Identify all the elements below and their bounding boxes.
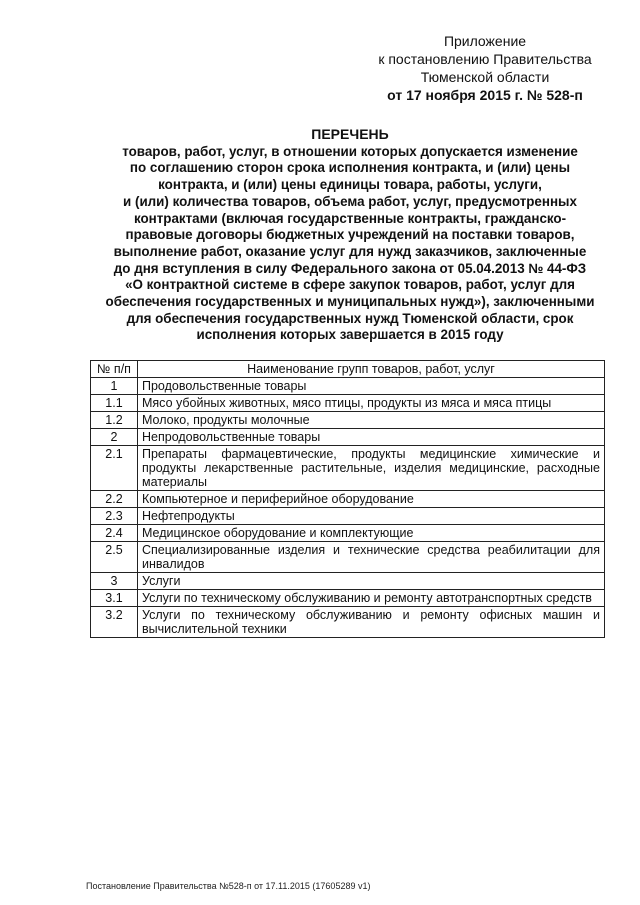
row-number: 3.1 <box>91 590 138 607</box>
table-row <box>91 525 605 542</box>
row-number: 2.4 <box>91 525 138 542</box>
title-line: «О контрактной системе в сфере закупок товаров, работ, услуг для <box>125 277 575 293</box>
row-number: 1.2 <box>91 412 138 429</box>
title-line: контрактами (включая государственные контракты, гражданско- <box>133 210 567 226</box>
table-row <box>91 607 605 638</box>
table-row <box>91 378 605 395</box>
header-group-name: Наименование групп товаров, работ, услуг <box>138 361 605 378</box>
table-row <box>91 429 605 446</box>
table-header-row <box>91 361 605 378</box>
row-number: 2.3 <box>91 508 138 525</box>
table-row <box>91 508 605 525</box>
row-name: Услуги по техническому обслуживанию и ремонту офисных машин и вычислительной техники <box>138 607 605 638</box>
row-name: Продовольственные товары <box>138 378 605 395</box>
goods-groups-table <box>90 360 605 638</box>
title-line: исполнения которых завершается в 2015 году <box>196 327 504 343</box>
appendix-resolution: к постановлению Правительства <box>378 51 592 67</box>
appendix-label: Приложение <box>443 33 527 49</box>
row-name: Медицинское оборудование и комплектующие <box>138 525 605 542</box>
row-number: 2 <box>91 429 138 446</box>
table-row <box>91 395 605 412</box>
document-title <box>100 126 600 344</box>
title-line: контракта, и (или) цены единицы товара, работы, услуги, <box>158 177 542 193</box>
row-name: Услуги по техническому обслуживанию и ремонту автотранспортных средств <box>138 590 605 607</box>
row-number: 3 <box>91 573 138 590</box>
row-number: 2.2 <box>91 491 138 508</box>
row-name: Молоко, продукты молочные <box>138 412 605 429</box>
row-name: Мясо убойных животных, мясо птицы, продукты из мяса и мяса птицы <box>138 395 605 412</box>
title-heading: ПЕРЕЧЕНЬ <box>311 126 389 142</box>
table-row <box>91 412 605 429</box>
row-number: 2.1 <box>91 446 138 491</box>
table-row <box>91 573 605 590</box>
title-line: товаров, работ, услуг, в отношении которых допускается изменение <box>122 143 578 159</box>
title-line: и (или) количества товаров, объема работ, услуг, предусмотренных <box>123 193 577 209</box>
title-line: правовые договоры бюджетных учреждений на поставки товаров, <box>125 227 575 243</box>
row-name: Специализированные изделия и технические средства реабилитации для инвалидов <box>138 542 605 573</box>
table-row <box>91 491 605 508</box>
title-line: по соглашению сторон срока исполнения контракта, и (или) цены <box>129 160 571 176</box>
document-footer: Постановление Правительства №528-п от 17.11.2015 (17605289 v1) <box>86 881 371 891</box>
row-name: Услуги <box>138 573 605 590</box>
table-row <box>91 542 605 573</box>
appendix-block <box>360 32 610 104</box>
appendix-region: Тюменской области <box>420 69 550 85</box>
title-line: до дня вступления в силу Федерального закона от 05.04.2013 № 44-ФЗ <box>113 260 587 276</box>
row-number: 1.1 <box>91 395 138 412</box>
row-number: 3.2 <box>91 607 138 638</box>
title-line: для обеспечения государственных нужд Тюменской области, срок <box>126 310 574 326</box>
row-name: Непродовольственные товары <box>138 429 605 446</box>
header-number: № п/п <box>91 361 138 378</box>
table-row <box>91 590 605 607</box>
appendix-date-number: от 17 ноября 2015 г. № 528-п <box>387 87 583 103</box>
row-name: Препараты фармацевтические, продукты медицинские химические и продукты лекарственные растительные, изделия медицинские, расходные материалы <box>138 446 605 491</box>
row-name: Нефтепродукты <box>138 508 605 525</box>
row-number: 2.5 <box>91 542 138 573</box>
row-name: Компьютерное и периферийное оборудование <box>138 491 605 508</box>
table-row <box>91 446 605 491</box>
row-number: 1 <box>91 378 138 395</box>
title-line: обеспечения государственных и муниципальных нужд»), заключенными <box>105 294 595 310</box>
title-line: выполнение работ, оказание услуг для нужд заказчиков, заключенные <box>113 243 587 259</box>
